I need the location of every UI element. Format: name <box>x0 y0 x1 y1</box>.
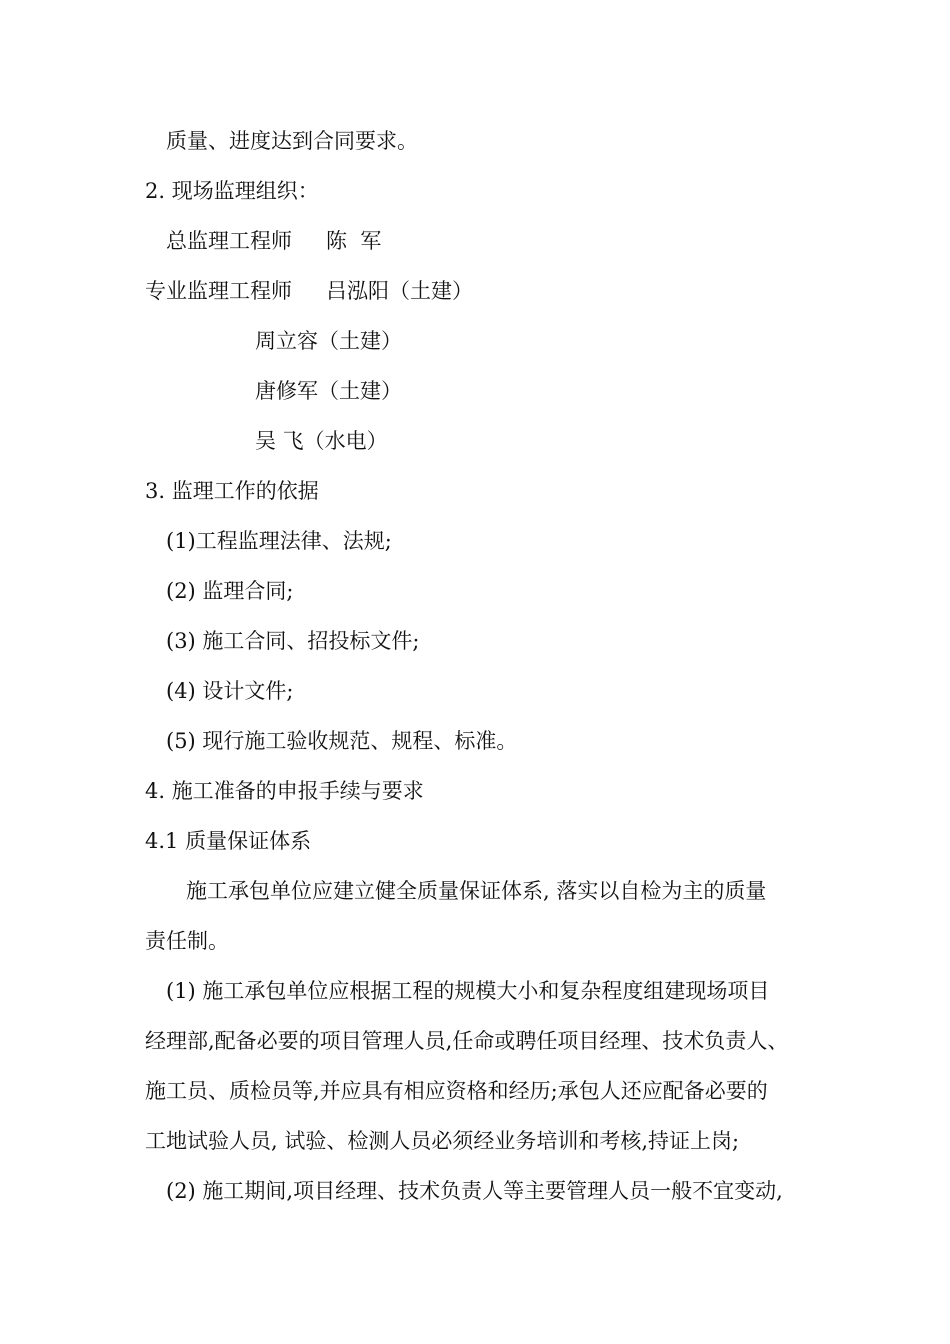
basis-item-5: (5) 现行施工验收规范、规程、标准。 <box>166 729 518 753</box>
item-1-line: (1) 施工承包单位应根据工程的规模大小和复杂程度组建现场项目 <box>166 979 770 1003</box>
item-1-line: 工地试验人员, 试验、检测人员必须经业务培训和考核,持证上岗; <box>145 1129 740 1153</box>
basis-item-3: (3) 施工合同、招投标文件; <box>166 629 420 653</box>
section-3-heading: 3. 监理工作的依据 <box>145 479 319 503</box>
specialist-name-3: 唐修军（土建） <box>255 379 402 403</box>
chief-supervisor-role: 总监理工程师 <box>166 229 292 253</box>
item-1-line: 施工员、质检员等,并应具有相应资格和经历;承包人还应配备必要的 <box>145 1079 768 1103</box>
section-4-1-heading: 4.1 质量保证体系 <box>145 829 312 853</box>
paragraph-continued: 质量、进度达到合同要求。 <box>166 129 418 153</box>
basis-item-1: (1)工程监理法律、法规; <box>166 529 392 553</box>
specialist-name-4: 吴 飞（水电） <box>255 429 388 453</box>
chief-supervisor-name: 陈 军 <box>326 229 382 253</box>
item-2-line: (2) 施工期间,项目经理、技术负责人等主要管理人员一般不宜变动, <box>166 1179 783 1203</box>
specialist-name-2: 周立容（土建） <box>255 329 402 353</box>
chief-supervisor-row <box>166 228 381 254</box>
specialist-supervisor-role: 专业监理工程师 <box>145 279 292 303</box>
paragraph-line: 责任制。 <box>145 929 229 953</box>
basis-item-4: (4) 设计文件; <box>166 679 294 703</box>
item-1-line: 经理部,配备必要的项目管理人员,任命或聘任项目经理、技术负责人、 <box>145 1029 789 1053</box>
paragraph-line: 施工承包单位应建立健全质量保证体系, 落实以自检为主的质量 <box>186 879 767 903</box>
basis-item-2: (2) 监理合同; <box>166 579 294 603</box>
specialist-supervisor-row <box>145 278 473 304</box>
section-4-heading: 4. 施工准备的申报手续与要求 <box>145 779 424 803</box>
section-2-heading: 2. 现场监理组织： <box>145 179 319 203</box>
specialist-name-1: 吕泓阳（土建） <box>326 279 473 303</box>
